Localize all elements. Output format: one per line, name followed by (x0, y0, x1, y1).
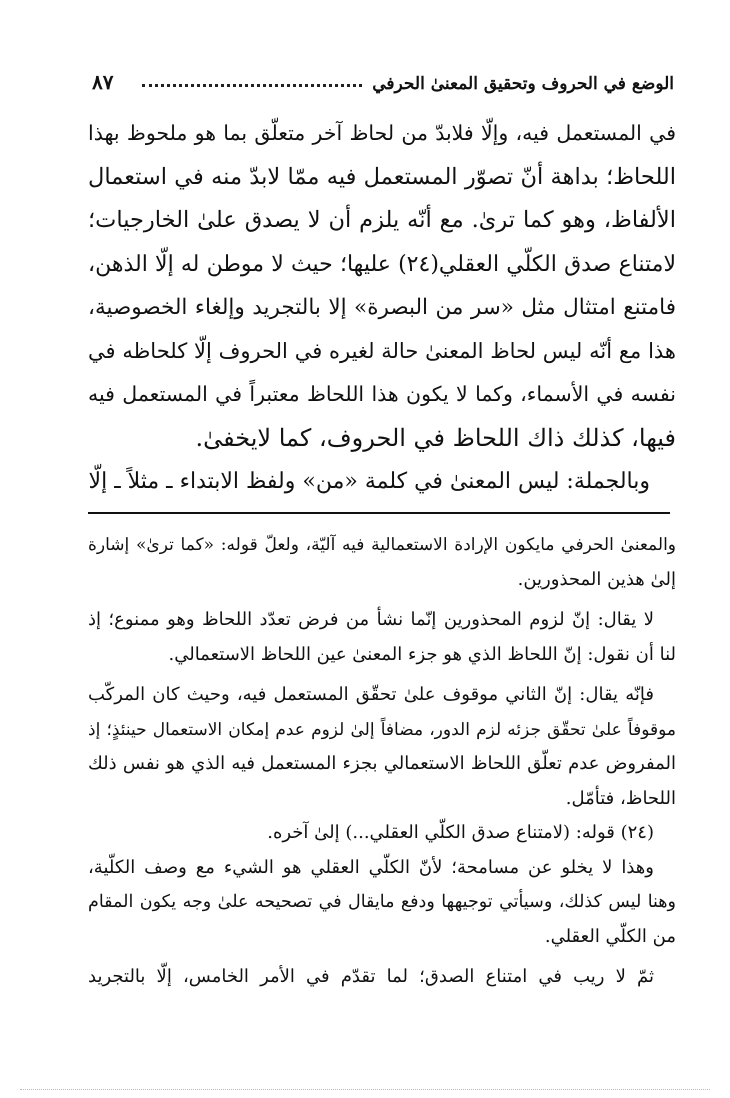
footnote-line: من الكلّي العقلي. (544, 925, 676, 947)
footnote-line: لنا أن نقول: إنّ اللحاظ الذي هو جزء المعنىٰ عين اللحاظ الاستعمالي. (168, 643, 676, 665)
footnote-line: موقوفاً علىٰ تحقّق جزئه لزم الدور، مضافاً إلىٰ لزوم عدم إمكان الاستعمال حينئذٍ؛ إذ (88, 719, 676, 740)
footnote-line: ثمّ لا ريب في امتناع الصدق؛ لما تقدّم في الأمر الخامس، إلّا بالتجريد (88, 966, 654, 987)
header-dot-leader (142, 83, 362, 87)
footnote-number-line: (٢٤) قوله: (لامتناع صدق الكلّي العقلي...) إلىٰ آخره. (267, 822, 654, 843)
running-header (92, 62, 674, 94)
main-text-line: فامتنع امتثال مثل «سر من البصرة» إلا بالتجريد وإلغاء الخصوصية، (88, 295, 676, 320)
main-text-line: الألفاظ، وهو كما ترىٰ. مع أنّه يلزم أن لا يصدق علىٰ الخارجيات؛ (88, 207, 676, 233)
footnote-line: وهذا لا يخلو عن مسامحة؛ لأنّ الكلّي العقلي هو الشيء مع وصف الكلّية، (88, 856, 654, 878)
footnote-line: إلىٰ هذين المحذورين. (517, 568, 676, 590)
footnote-line: وهنا ليس كذلك، وسيأتي توجيهها ودفع مايقال في تصحيحه علىٰ وجه يكون المقام (88, 892, 676, 912)
main-text-line: فيها، كذلك ذاك اللحاظ في الحروف، كما لايخفىٰ. (195, 423, 676, 452)
footnote-line: اللحاظ، فتأمّل. (565, 787, 676, 809)
main-text-block (88, 112, 676, 504)
main-text-line: وبالجملة: ليس المعنىٰ في كلمة «من» ولفظ الابتداء ـ مثلاً ـ إلّا (88, 469, 650, 494)
footnotes-block (88, 528, 676, 995)
main-text-line: في المستعمل فيه، وإلّا فلابدّ من لحاظ آخر متعلّق بما هو ملحوظ بهذا (88, 121, 676, 145)
main-text-line: نفسه في الأسماء، وكما لا يكون هذا اللحاظ معتبراً في المستعمل فيه (88, 382, 676, 406)
footnote-line: والمعنىٰ الحرفي مايكون الإرادة الاستعمالية فيه آليّة، ولعلّ قوله: «كما ترىٰ» إشارة (88, 535, 676, 555)
page-number: ٨٧ (92, 70, 114, 94)
main-text-line: هذا مع أنّه ليس لحاظ المعنىٰ حالة لغيره في الحروف إلّا كلحاظه في (88, 338, 676, 363)
footnote-divider (88, 512, 670, 514)
scan-edge-mark (20, 1089, 710, 1090)
footnote-line: المفروض عدم تعلّق اللحاظ الاستعمالي بجزء المستعمل فيه الذي هو نفس ذلك (88, 753, 676, 774)
running-title: الوضع في الحروف وتحقيق المعنىٰ الحرفي (372, 74, 674, 94)
main-text-line: لامتناع صدق الكلّي العقلي(٢٤) عليها؛ حيث لا موطن له إلّا الذهن، (88, 251, 676, 277)
footnote-line: فإنّه يقال: إنّ الثاني موقوف علىٰ تحقّق المستعمل فيه، وحيث كان المركّب (88, 684, 654, 705)
footnote-line: لا يقال: إنّ لزوم المحذورين إنّما نشأ من فرض تعدّد اللحاظ وهو ممنوع؛ إذ (88, 609, 654, 630)
main-text-line: اللحاظ؛ بداهة أنّ تصوّر المستعمل فيه ممّا لابدّ منه في استعمال (88, 163, 676, 190)
